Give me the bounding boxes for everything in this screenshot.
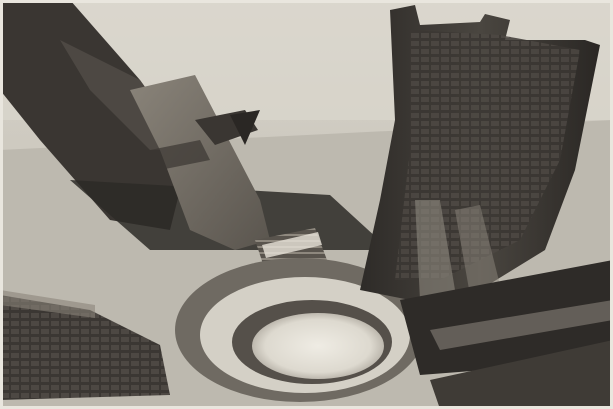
amphitheater-bowl bbox=[252, 313, 384, 379]
